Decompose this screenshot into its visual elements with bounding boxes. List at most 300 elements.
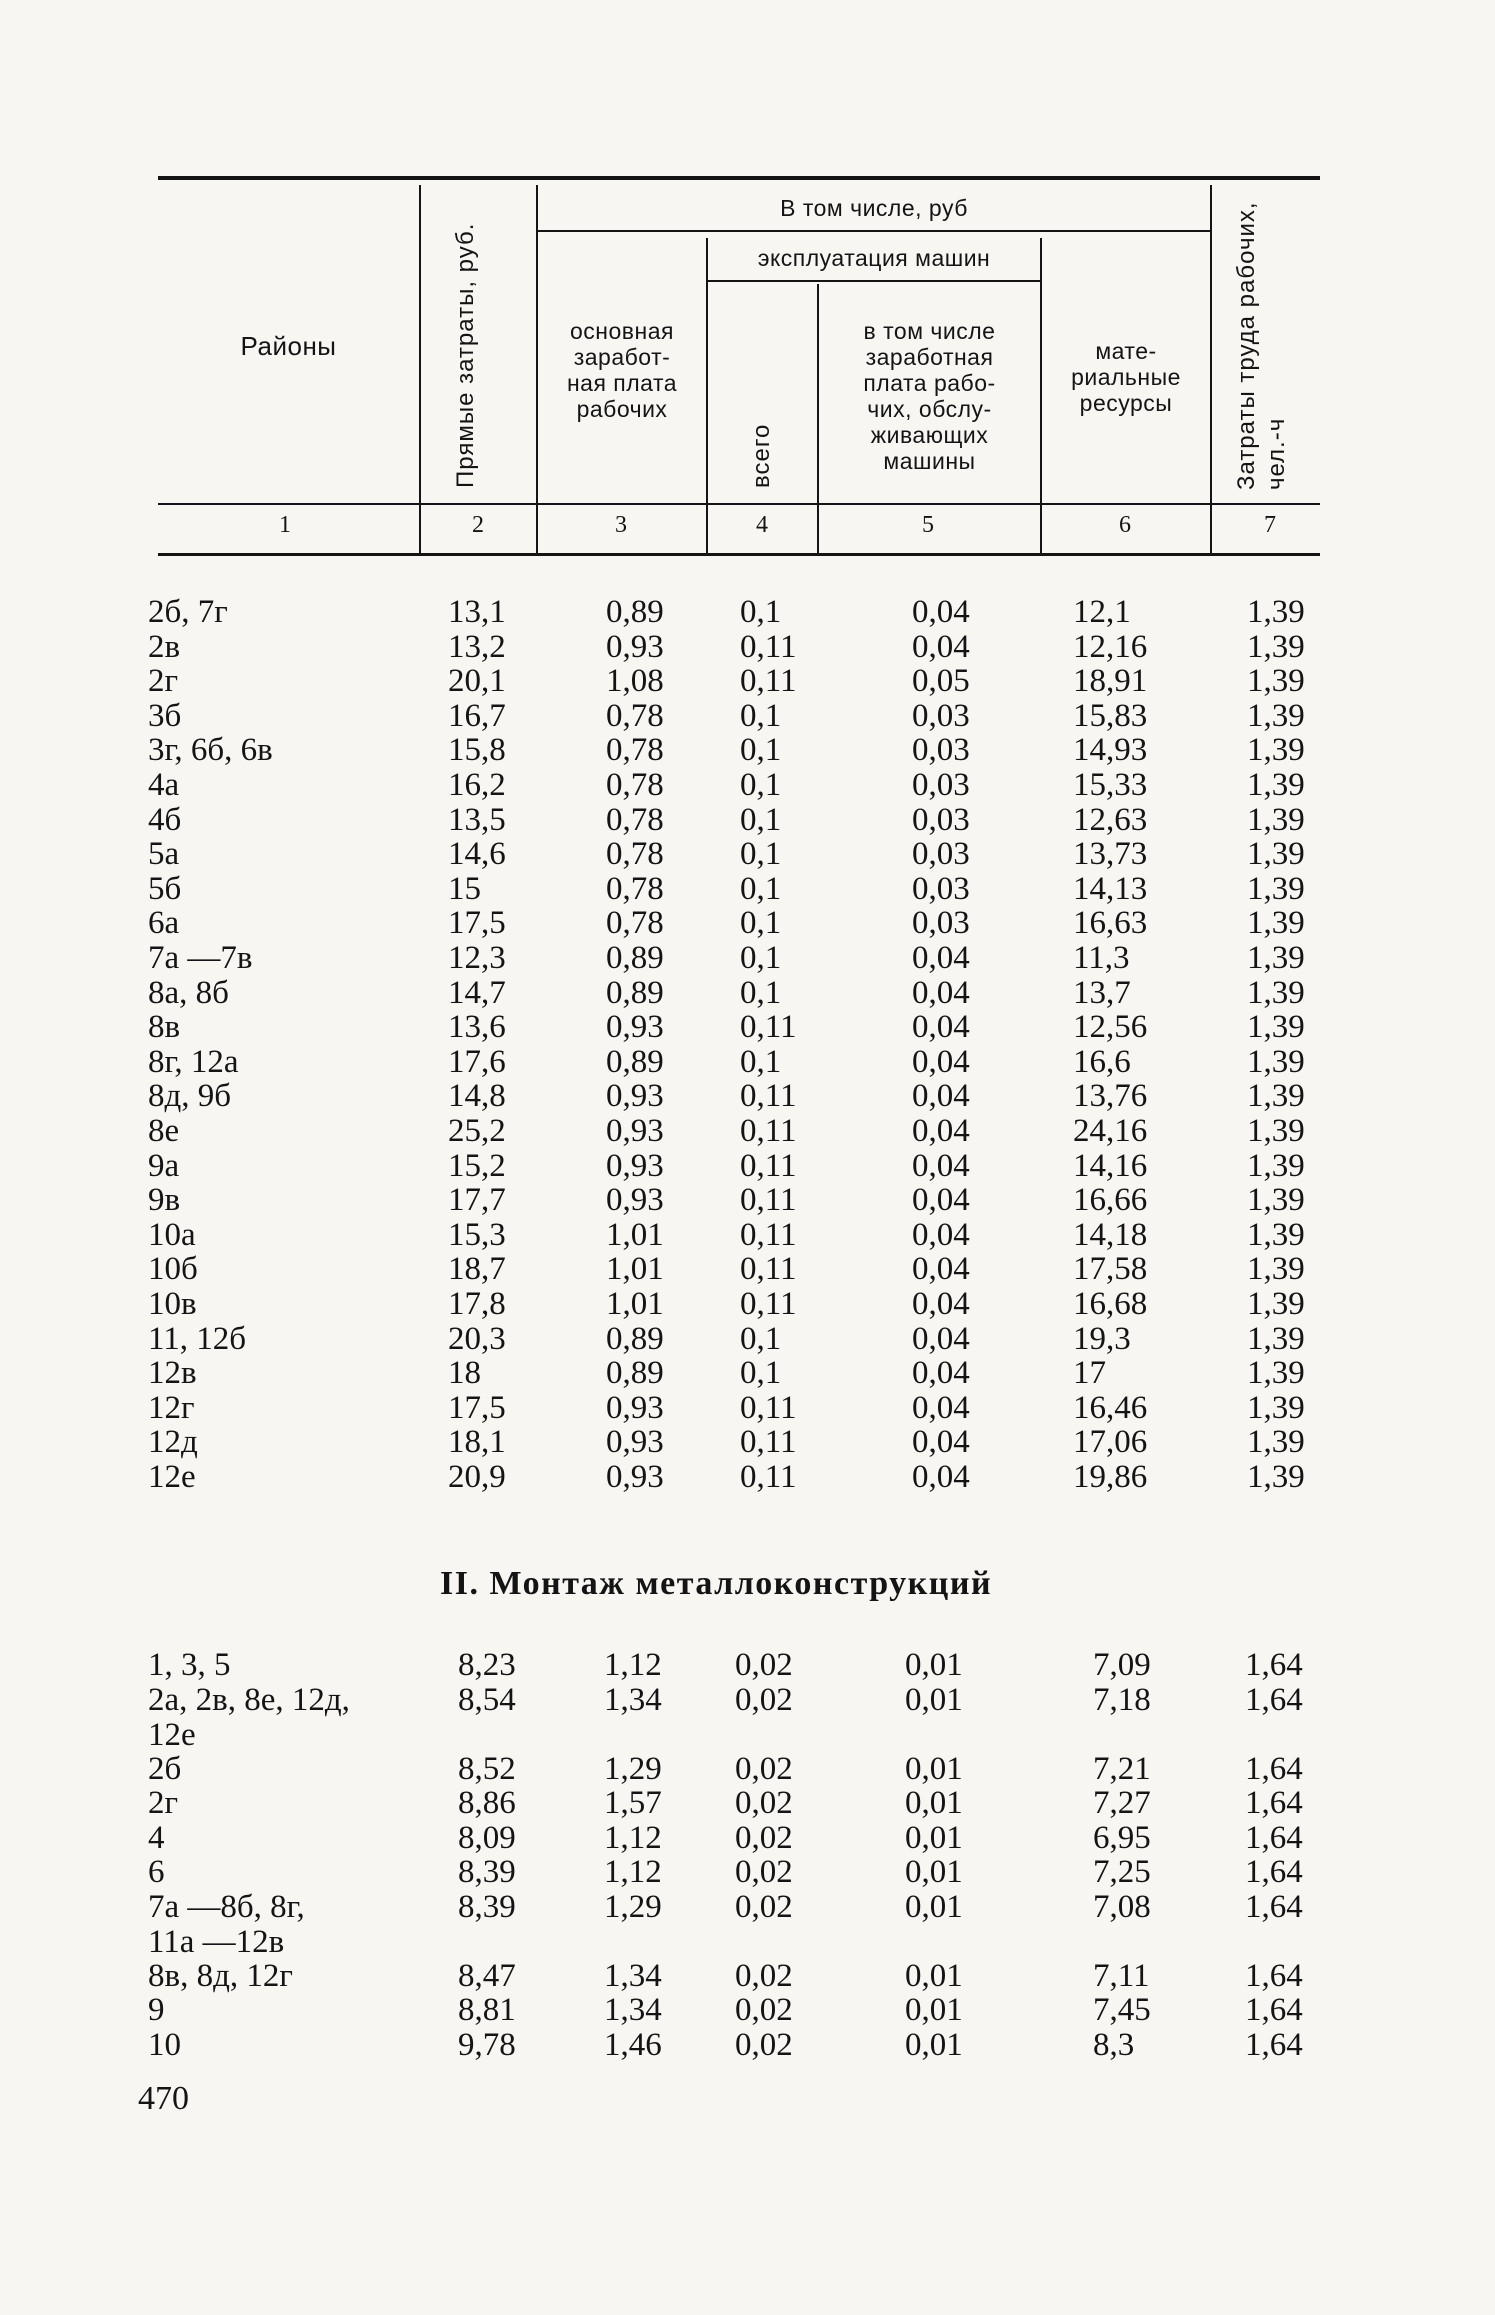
value-cell: 1,39 [1247,1216,1305,1253]
table-row [0,1821,1495,1856]
district-line: 9 [148,1992,165,2028]
table-row [0,1391,1495,1426]
district-cell: 8е [148,1113,180,1149]
value-cell: 16,7 [448,697,506,734]
value-cell: 8,39 [458,1854,516,1890]
value-cell: 14,18 [1073,1216,1148,1253]
value-cell: 1,57 [604,1785,662,1821]
value-cell: 12,56 [1073,1009,1148,1046]
value-cell: 0,93 [606,1182,664,1219]
value-cell: 13,5 [448,801,506,838]
value-cell: 0,01 [905,1854,963,1890]
value-cell: 0,04 [912,1078,970,1115]
value-cell: 0,04 [912,1182,970,1219]
rule-including [538,230,1210,232]
value-cell: 1,34 [604,1681,662,1718]
value-cell: 17,7 [448,1182,506,1219]
value-cell: 0,03 [912,732,970,769]
value-cell: 1,39 [1247,628,1305,665]
value-cell: 1,39 [1247,1251,1305,1288]
value-cell: 0,1 [740,1320,782,1357]
header-labor: Затраты труда рабочих, чел.-ч [1233,201,1290,490]
value-cell: 25,2 [448,1113,506,1149]
value-cell: 7,11 [1093,1957,1150,1994]
value-cell: 18,91 [1073,663,1148,700]
value-cell: 17 [1073,1355,1106,1392]
district-cell: 11, 12б [148,1320,247,1357]
value-cell: 0,01 [905,1992,963,2028]
value-cell: 15 [448,870,481,907]
value-cell: 14,13 [1073,870,1148,907]
district-cell: 5а [148,836,180,873]
value-cell: 0,78 [606,732,664,769]
value-cell: 1,64 [1245,1681,1303,1718]
value-cell: 18,7 [448,1251,506,1288]
value-cell: 13,1 [448,594,506,630]
value-cell: 0,1 [740,1043,782,1080]
value-cell: 1,64 [1245,1854,1303,1890]
table-row [0,1183,1495,1218]
colnum: 5 [922,512,934,538]
district-line: 7а —8б, 8г, [148,1888,305,1925]
value-cell: 0,78 [606,836,664,873]
value-cell: 18 [448,1355,481,1392]
district-cell [148,1752,181,1787]
value-cell: 0,93 [606,1147,664,1184]
table-row [0,1079,1495,1114]
value-cell: 0,1 [740,974,782,1011]
district-cell: 10в [148,1286,197,1322]
value-cell: 8,3 [1093,2026,1135,2063]
value-cell: 8,86 [458,1785,516,1821]
value-cell: 0,11 [740,1424,797,1461]
value-cell: 7,21 [1093,1750,1151,1787]
value-cell: 1,01 [606,1216,664,1253]
value-cell: 0,93 [606,1009,664,1046]
value-cell: 0,1 [740,836,782,873]
value-cell: 0,93 [606,1078,664,1115]
district-cell: 8а, 8б [148,974,229,1011]
value-cell: 1,29 [604,1888,662,1925]
table-row [0,1010,1495,1045]
district-cell: 2г [148,663,179,700]
value-cell: 0,04 [912,1043,970,1080]
value-cell: 1,46 [604,2026,662,2063]
value-cell: 12,1 [1073,594,1131,630]
table-row [0,595,1495,630]
district-cell [148,1855,165,1890]
value-cell: 0,01 [905,2026,963,2063]
value-cell: 1,34 [604,1957,662,1994]
district-line: 2г [148,1785,179,1821]
value-cell: 13,6 [448,1009,506,1046]
district-line: 11а —12в [148,1923,285,1960]
value-cell: 1,64 [1245,1992,1303,2028]
value-cell: 0,78 [606,767,664,803]
colnum: 4 [756,512,768,538]
value-cell: 15,8 [448,732,506,769]
district-cell [148,1993,165,2028]
value-cell: 0,04 [912,1355,970,1392]
value-cell: 0,93 [606,1459,664,1495]
district-cell: 8в [148,1009,181,1046]
rule-machines [708,280,1040,282]
value-cell: 0,04 [912,940,970,976]
district-cell [148,1648,231,1683]
value-cell: 1,39 [1247,1147,1305,1184]
district-cell: 10а [148,1216,196,1253]
value-cell: 1,39 [1247,905,1305,942]
value-cell: 1,12 [604,1647,662,1683]
table-row [0,1252,1495,1287]
value-cell: 0,03 [912,870,970,907]
table-row [0,941,1495,976]
value-cell: 1,64 [1245,1750,1303,1787]
value-cell: 1,29 [604,1750,662,1787]
value-cell: 0,89 [606,1320,664,1357]
table-row [0,976,1495,1011]
value-cell: 0,03 [912,801,970,838]
value-cell: 17,5 [448,1389,506,1426]
page-number: 470 [138,2080,189,2117]
district-cell: 7а —7в [148,940,253,976]
value-cell: 15,33 [1073,767,1148,803]
value-cell: 0,11 [740,1147,797,1184]
value-cell: 7,18 [1093,1681,1151,1718]
value-cell: 0,11 [740,628,797,665]
value-cell: 16,6 [1073,1043,1131,1080]
value-cell: 8,52 [458,1750,516,1787]
table-row [0,699,1495,734]
district-cell: 10б [148,1251,198,1288]
value-cell: 0,04 [912,594,970,630]
value-cell: 0,11 [740,1251,797,1288]
header-total: всего [748,423,775,488]
value-cell: 14,16 [1073,1147,1148,1184]
value-cell: 1,39 [1247,767,1305,803]
value-cell: 0,02 [735,1888,793,1925]
district-cell [148,1786,178,1821]
value-cell: 19,86 [1073,1459,1148,1495]
value-cell: 7,27 [1093,1785,1151,1821]
separator [1210,185,1212,553]
value-cell: 1,39 [1247,1182,1305,1219]
value-cell: 1,39 [1247,594,1305,630]
value-cell: 0,04 [912,1389,970,1426]
district-line: 1, 3, 5 [148,1647,231,1683]
table-row [0,1855,1495,1890]
value-cell: 0,05 [912,663,970,700]
table-row [0,1287,1495,1322]
value-cell: 15,83 [1073,697,1148,734]
value-cell: 0,03 [912,836,970,873]
colnum: 7 [1264,512,1276,538]
value-cell: 1,64 [1245,1957,1303,1994]
value-cell: 1,39 [1247,697,1305,734]
district-cell: 4а [148,767,180,803]
header-including: В том числе, руб [780,195,968,221]
section-title: II. Монтаж металлоконструкций [440,1565,993,1602]
value-cell: 1,39 [1247,1286,1305,1322]
value-cell: 14,8 [448,1078,506,1115]
header-machine-ops: эксплуатация машин [757,245,991,271]
value-cell: 1,39 [1247,1320,1305,1357]
district-cell [148,1821,165,1856]
table-row [0,837,1495,872]
value-cell: 8,54 [458,1681,516,1718]
district-cell: 8д, 9б [148,1078,232,1115]
separator [706,238,708,553]
value-cell: 12,63 [1073,801,1148,838]
value-cell: 11,3 [1073,940,1130,976]
value-cell: 0,89 [606,594,664,630]
value-cell: 0,03 [912,767,970,803]
table-row [0,1149,1495,1184]
colnum: 2 [472,512,484,538]
value-cell: 24,16 [1073,1113,1148,1149]
table-row [0,1045,1495,1080]
value-cell: 0,02 [735,1957,793,1994]
value-cell: 0,78 [606,905,664,942]
value-cell: 0,1 [740,697,782,734]
value-cell: 8,23 [458,1647,516,1683]
value-cell: 1,39 [1247,732,1305,769]
value-cell: 1,39 [1247,836,1305,873]
value-cell: 0,11 [740,1286,797,1322]
district-cell: 3г, 6б, 6в [148,732,273,769]
value-cell: 1,64 [1245,1888,1303,1925]
value-cell: 0,11 [740,1216,797,1253]
value-cell: 8,39 [458,1888,516,1925]
table-row [0,1959,1495,1994]
value-cell: 20,1 [448,663,506,700]
value-cell: 0,02 [735,1681,793,1718]
value-cell: 0,04 [912,1009,970,1046]
value-cell: 0,1 [740,801,782,838]
value-cell: 1,39 [1247,1424,1305,1461]
value-cell: 0,01 [905,1819,963,1856]
value-cell: 0,1 [740,767,782,803]
district-cell: 8г, 12а [148,1043,239,1080]
value-cell: 14,6 [448,836,506,873]
value-cell: 1,64 [1245,2026,1303,2063]
value-cell: 0,89 [606,1043,664,1080]
value-cell: 16,66 [1073,1182,1148,1219]
table-row [0,1322,1495,1357]
value-cell: 0,89 [606,940,664,976]
value-cell: 15,2 [448,1147,506,1184]
value-cell: 1,01 [606,1251,664,1288]
value-cell: 1,39 [1247,1389,1305,1426]
value-cell: 20,3 [448,1320,506,1357]
value-cell: 0,11 [740,663,797,700]
value-cell: 13,73 [1073,836,1148,873]
district-cell: 12в [148,1355,197,1392]
value-cell: 17,06 [1073,1424,1148,1461]
district-cell: 2в [148,628,181,665]
value-cell: 0,11 [740,1009,797,1046]
value-cell: 0,89 [606,1355,664,1392]
value-cell: 0,1 [740,594,782,630]
value-cell: 8,09 [458,1819,516,1856]
value-cell: 0,78 [606,697,664,734]
table-row [0,1681,1495,1753]
value-cell: 0,78 [606,870,664,907]
colnum: 1 [279,512,291,538]
header-materials: мате- риальные ресурсы [1071,338,1181,416]
value-cell: 9,78 [458,2026,516,2063]
value-cell: 0,1 [740,732,782,769]
value-cell: 19,3 [1073,1320,1131,1357]
value-cell: 0,93 [606,1113,664,1149]
table-row [0,906,1495,941]
header-direct-costs: Прямые затраты, руб. [452,222,479,488]
value-cell: 1,12 [604,1819,662,1856]
value-cell: 1,64 [1245,1819,1303,1856]
value-cell: 14,93 [1073,732,1148,769]
district-cell: 12г [148,1389,195,1426]
value-cell: 0,1 [740,940,782,976]
value-cell: 7,09 [1093,1647,1151,1683]
district-line: 8в, 8д, 12г [148,1957,293,1994]
value-cell: 1,01 [606,1286,664,1322]
value-cell: 0,01 [905,1647,963,1683]
value-cell: 1,39 [1247,1078,1305,1115]
value-cell: 0,01 [905,1681,963,1718]
value-cell: 0,02 [735,1992,793,2028]
value-cell: 0,93 [606,1424,664,1461]
value-cell: 0,04 [912,1147,970,1184]
value-cell: 1,39 [1247,1043,1305,1080]
district-cell: 3б [148,697,182,734]
value-cell: 1,39 [1247,974,1305,1011]
value-cell: 8,47 [458,1957,516,1994]
district-line: 10 [148,2026,181,2063]
table-row [0,1888,1495,1960]
value-cell: 0,04 [912,1216,970,1253]
value-cell: 16,46 [1073,1389,1148,1426]
table-row [0,2028,1495,2063]
separator [419,185,421,553]
value-cell: 0,11 [740,1078,797,1115]
value-cell: 0,04 [912,1113,970,1149]
value-cell: 6,95 [1093,1819,1151,1856]
value-cell: 0,89 [606,974,664,1011]
header-base-wage: основная заработ- ная плата рабочих [566,318,678,422]
rule-bottom [158,553,1320,556]
table-row [0,1752,1495,1787]
value-cell: 0,11 [740,1389,797,1426]
district-cell: 6а [148,905,180,942]
value-cell: 1,39 [1247,1355,1305,1392]
value-cell: 8,81 [458,1992,516,2028]
value-cell: 0,02 [735,1785,793,1821]
value-cell: 1,39 [1247,1113,1305,1149]
value-cell: 0,04 [912,1320,970,1357]
rule-numbers [158,503,1320,505]
value-cell: 0,04 [912,974,970,1011]
table-row [0,803,1495,838]
header-districts: Районы [240,331,337,361]
table-row [0,630,1495,665]
value-cell: 0,04 [912,1251,970,1288]
value-cell: 17,6 [448,1043,506,1080]
table-row [0,664,1495,699]
value-cell: 1,39 [1247,801,1305,838]
value-cell: 1,39 [1247,663,1305,700]
value-cell: 0,04 [912,1424,970,1461]
value-cell: 1,64 [1245,1647,1303,1683]
table-row [0,733,1495,768]
district-cell [148,2028,181,2063]
value-cell: 0,02 [735,1854,793,1890]
value-cell: 16,63 [1073,905,1148,942]
district-cell [148,1959,293,1994]
value-cell: 16,68 [1073,1286,1148,1322]
district-cell: 5б [148,870,182,907]
district-cell [148,1683,350,1753]
table-row [0,1356,1495,1391]
top-rule [158,176,1320,180]
table-row [0,1786,1495,1821]
colnum: 3 [615,512,627,538]
district-cell [148,1890,305,1960]
value-cell: 13,7 [1073,974,1131,1011]
district-line: 6 [148,1854,165,1890]
value-cell: 0,11 [740,1113,797,1149]
value-cell: 14,7 [448,974,506,1011]
value-cell: 0,93 [606,1389,664,1426]
table-row [0,872,1495,907]
value-cell: 1,64 [1245,1785,1303,1821]
value-cell: 15,3 [448,1216,506,1253]
value-cell: 0,02 [735,2026,793,2063]
value-cell: 17,8 [448,1286,506,1322]
table-row [0,1425,1495,1460]
value-cell: 13,2 [448,628,506,665]
value-cell: 0,1 [740,870,782,907]
table-row [0,1993,1495,2028]
district-line: 2б [148,1750,182,1787]
value-cell: 0,93 [606,628,664,665]
value-cell: 0,01 [905,1785,963,1821]
district-cell: 12е [148,1459,196,1495]
table-row [0,1218,1495,1253]
table-row [0,1648,1495,1683]
value-cell: 20,9 [448,1459,506,1495]
value-cell: 1,39 [1247,1459,1305,1495]
header-machine-wage: в том числе заработная плата рабо- чих, обслу- живающих машины [863,318,996,474]
value-cell: 18,1 [448,1424,506,1461]
value-cell: 0,78 [606,801,664,838]
value-cell: 0,04 [912,1459,970,1495]
district-line: 4 [148,1819,165,1856]
district-cell: 9в [148,1182,181,1219]
table-row [0,1114,1495,1149]
table-row [0,1460,1495,1495]
value-cell: 0,01 [905,1957,963,1994]
value-cell: 12,16 [1073,628,1148,665]
value-cell: 17,5 [448,905,506,942]
district-cell: 4б [148,801,182,838]
district-cell: 9а [148,1147,180,1184]
value-cell: 0,02 [735,1647,793,1683]
value-cell: 13,76 [1073,1078,1148,1115]
colnum: 6 [1119,512,1131,538]
value-cell: 0,04 [912,1286,970,1322]
value-cell: 7,25 [1093,1854,1151,1890]
value-cell: 1,39 [1247,870,1305,907]
